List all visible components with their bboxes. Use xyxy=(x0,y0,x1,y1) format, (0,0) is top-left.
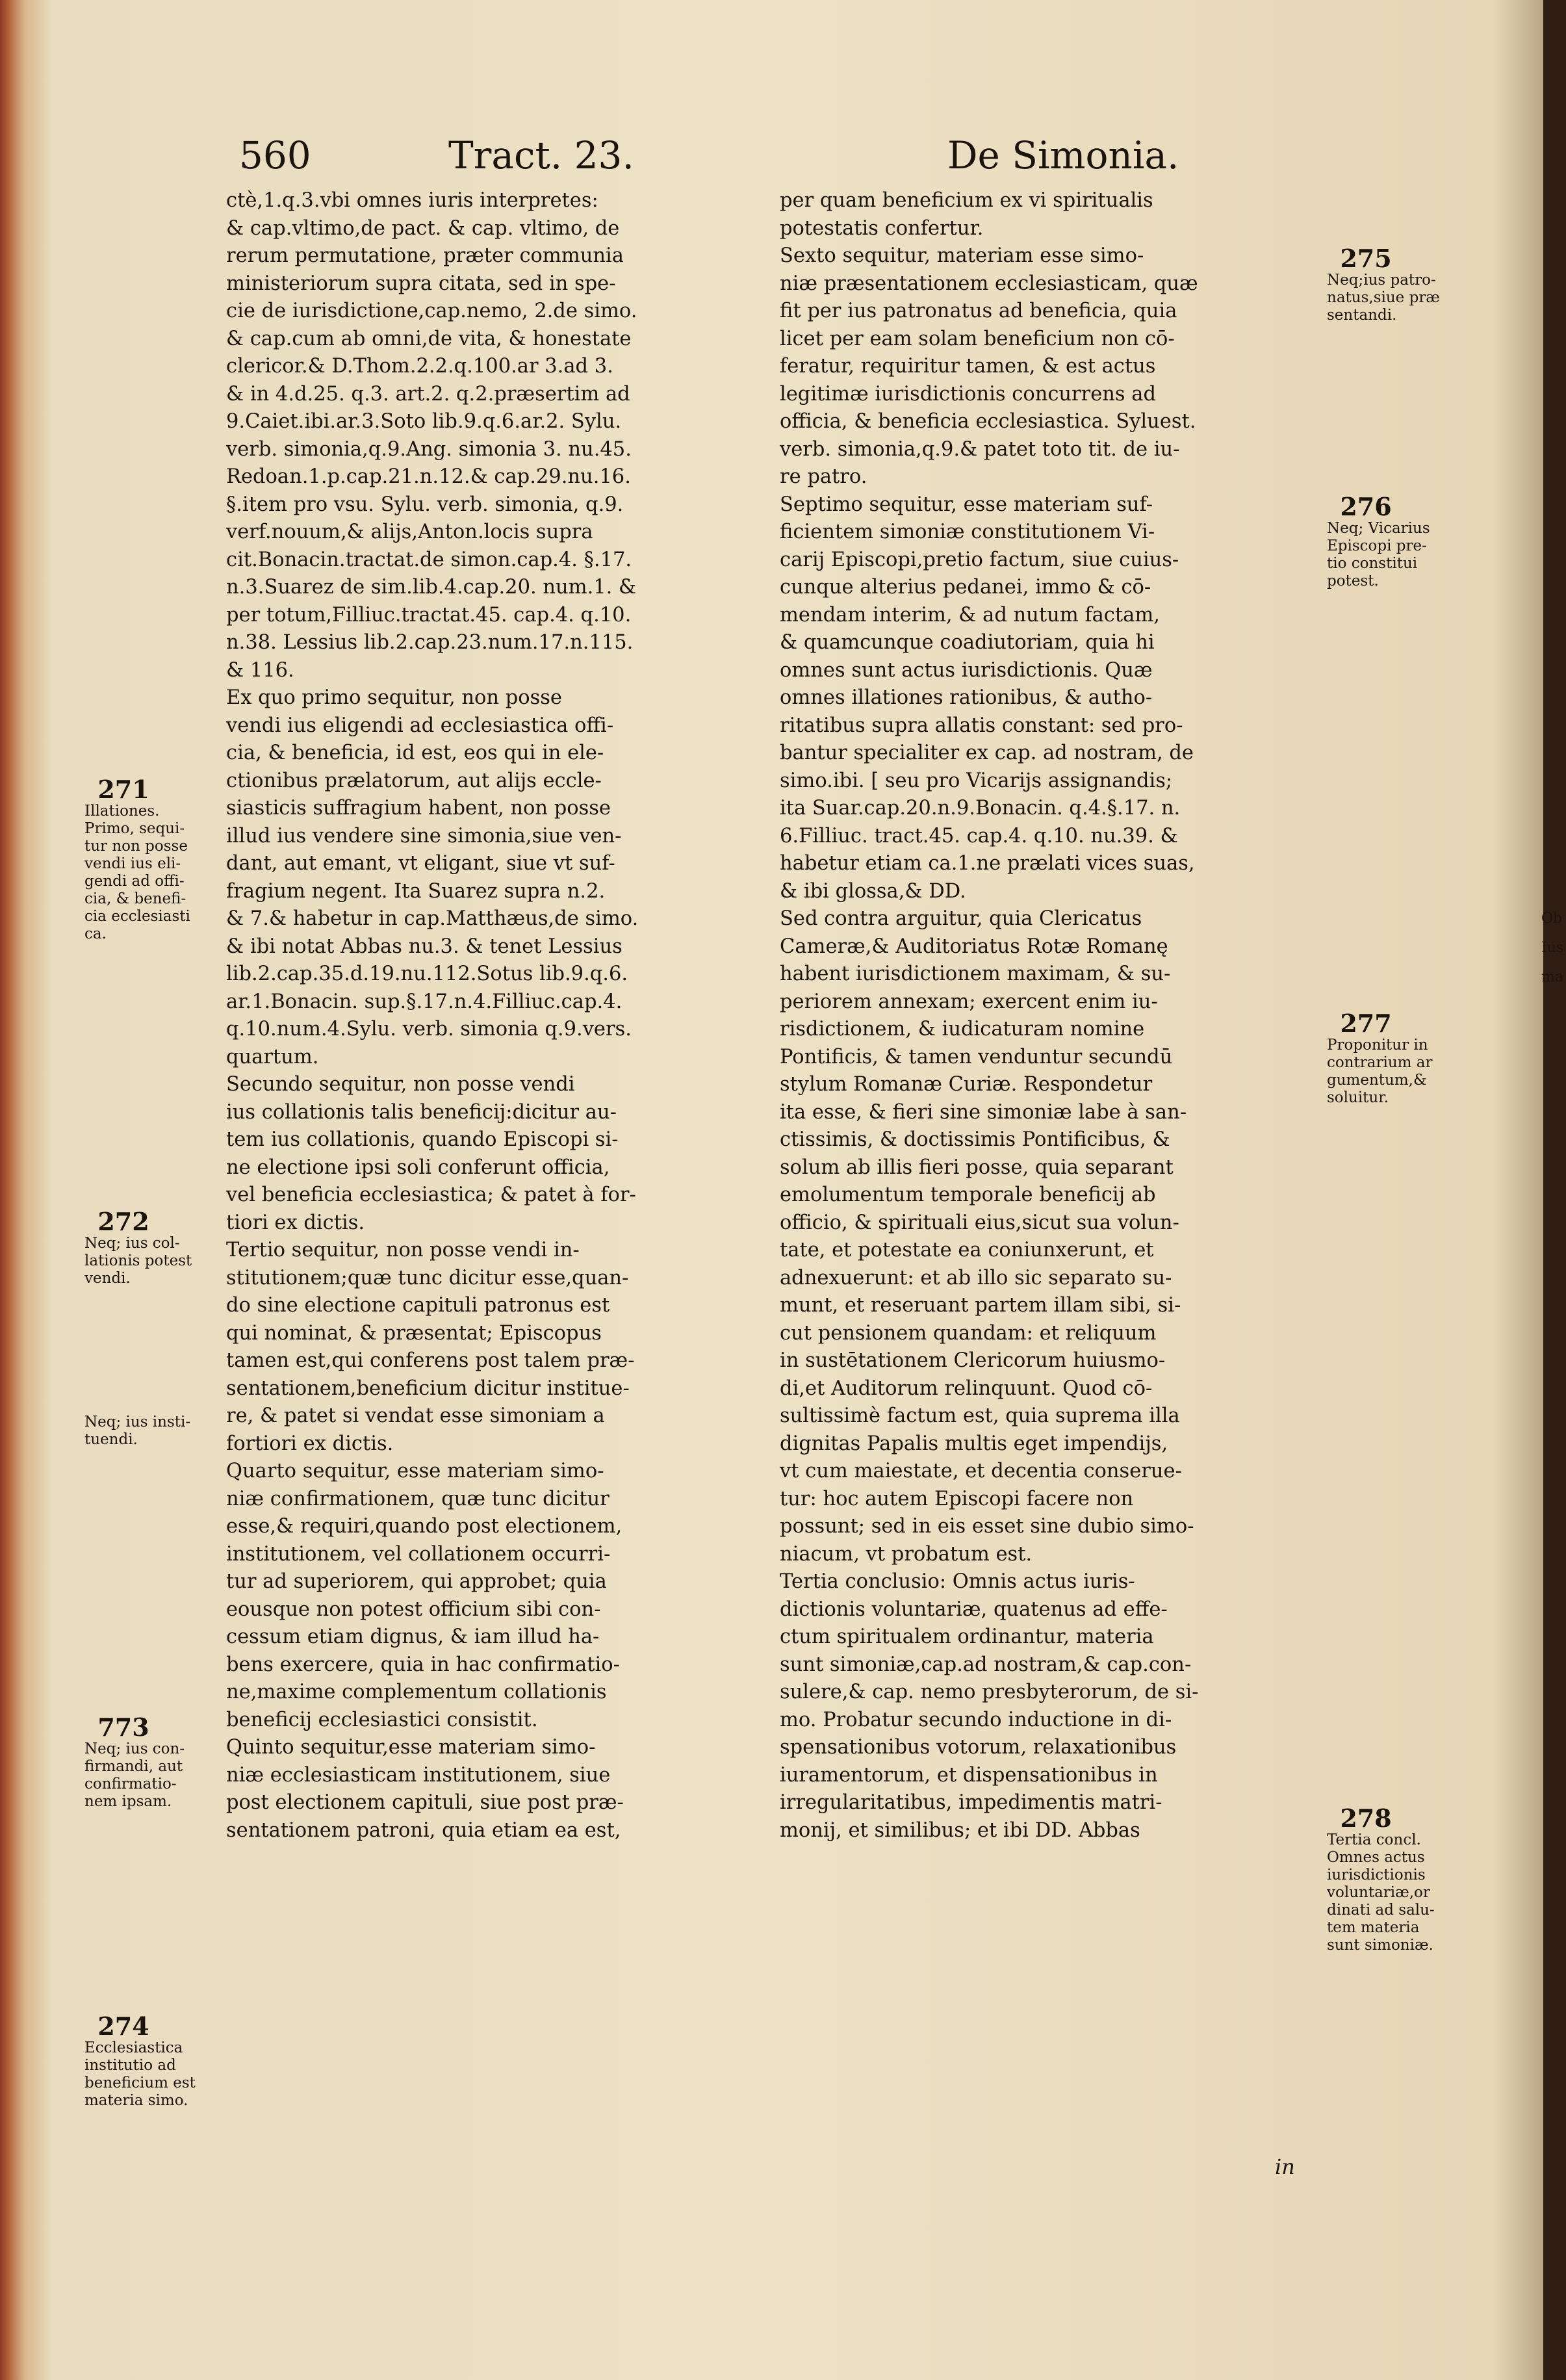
text-line: ctè,1.q.3.vbi omnes iuris interpretes: xyxy=(226,189,598,212)
margin-note xyxy=(1327,246,1444,324)
text-line: verf.nouum,& alijs,Anton.locis supra xyxy=(226,521,593,543)
text-line: vendi ius eligendi ad ecclesiastica offi- xyxy=(226,714,614,737)
tract-heading: Tract. 23. xyxy=(448,133,634,177)
edge-fragment: Ius xyxy=(1541,940,1564,956)
text-line: qui nominat, & præsentat; Episcopus xyxy=(226,1321,602,1345)
text-line: Quinto sequitur,esse materiam simo- xyxy=(226,1736,596,1759)
text-line: sentationem patroni, quia etiam ea est, xyxy=(226,1818,621,1842)
text-line: dant, aut emant, vt eligant, siue vt suf- xyxy=(226,852,615,875)
note-line: vendi ius eli- xyxy=(84,855,181,872)
text-line: n.38. Lessius lib.2.cap.23.num.17.n.115. xyxy=(226,631,634,654)
text-line: vt cum maiestate, et decentia conserue- xyxy=(780,1460,1182,1482)
text-line: & 116. xyxy=(226,658,294,682)
note-line: sunt simoniæ. xyxy=(1327,1937,1433,1954)
note-line: lationis potest xyxy=(84,1252,192,1269)
edge-fragment: Ob xyxy=(1541,911,1563,927)
text-line: niacum, vt probatum est. xyxy=(780,1542,1033,1566)
margin-note xyxy=(84,1414,201,1449)
note-line: gendi ad offi- xyxy=(84,873,185,890)
margin-note xyxy=(1327,1011,1444,1107)
text-line: ar.1.Bonacin. sup.§.17.n.4.Filliuc.cap.4. xyxy=(226,990,623,1013)
text-line: Quarto sequitur, esse materiam simo- xyxy=(226,1460,604,1482)
text-line: post electionem capituli, siue post præ- xyxy=(226,1791,624,1814)
text-line: sentationem,beneficium dicitur institue- xyxy=(226,1377,630,1400)
text-line: vel beneficia ecclesiastica; & patet à for- xyxy=(226,1184,636,1206)
text-line: tur: hoc autem Episcopi facere non xyxy=(780,1487,1134,1510)
text-line: irregularitatibus, impedimentis matri- xyxy=(780,1791,1162,1814)
text-line: clericor.& D.Thom.2.2.q.100.ar 3.ad 3. xyxy=(226,355,613,378)
text-line: solum ab illis fieri posse, quia separant xyxy=(780,1156,1174,1179)
note-line: tuendi. xyxy=(84,1431,138,1448)
text-line: iuramentorum, et dispensationibus in xyxy=(780,1763,1158,1787)
page-number: 560 xyxy=(239,133,311,177)
note-line: potest. xyxy=(1327,573,1379,589)
text-line: tate, et potestate ea coniunxerunt, et xyxy=(780,1239,1154,1261)
text-line: per totum,Filliuc.tractat.45. cap.4. q.10. xyxy=(226,603,632,627)
text-line: di,et Auditorum relinquunt. Quod cō- xyxy=(780,1377,1153,1400)
text-line: ctum spiritualem ordinantur, materia xyxy=(780,1625,1154,1648)
text-line: fortiori ex dictis. xyxy=(226,1432,394,1455)
left-text-column xyxy=(226,187,775,1844)
text-line: illud ius vendere sine simonia,siue ven- xyxy=(226,824,622,847)
note-line: Omnes actus xyxy=(1327,1849,1425,1866)
text-line: carij Episcopi,pretio factum, siue cuius- xyxy=(780,548,1179,571)
text-line: lib.2.cap.35.d.19.nu.112.Sotus lib.9.q.6. xyxy=(226,963,628,985)
text-line: bantur specialiter ex cap. ad nostram, de xyxy=(780,742,1194,764)
text-line: simo.ibi. [ seu pro Vicarijs assignandis; xyxy=(780,769,1173,792)
note-line: Neq; ius con- xyxy=(84,1740,185,1757)
text-line: re patro. xyxy=(780,465,867,488)
text-line: ministeriorum supra citata, sed in spe- xyxy=(226,272,616,295)
text-line: & in 4.d.25. q.3. art.2. q.2.præsertim ad xyxy=(226,382,630,406)
text-line: cessum etiam dignus, & iam illud ha- xyxy=(226,1625,600,1648)
text-line: tur ad superiorem, qui approbet; quia xyxy=(226,1570,607,1593)
text-line: stitutionem;quæ tunc dicitur esse,quan- xyxy=(226,1266,629,1289)
margin-note xyxy=(1327,1805,1444,1954)
note-line: vendi. xyxy=(84,1270,131,1287)
margin-note xyxy=(84,2013,201,2110)
text-line: Sed contra arguitur, quia Clericatus xyxy=(780,907,1142,930)
note-line: tur non posse xyxy=(84,838,188,855)
text-line: licet per eam solam beneficium non cō- xyxy=(780,327,1175,350)
note-line: voluntariæ,or xyxy=(1327,1884,1430,1901)
text-line: Tertio sequitur, non posse vendi in- xyxy=(226,1239,580,1261)
text-line: possunt; sed in eis esset sine dubio simo- xyxy=(780,1515,1194,1538)
note-line: Neq; ius col- xyxy=(84,1235,180,1252)
note-line: cia ecclesiasti xyxy=(84,908,190,925)
text-line: institutionem, vel collationem occurri- xyxy=(226,1542,611,1566)
text-line: cunque alterius pedanei, immo & cō- xyxy=(780,576,1151,599)
right-text-column xyxy=(780,187,1326,1844)
text-line: bens exercere, quia in hac confirmatio- xyxy=(226,1653,620,1676)
text-line: ne,maxime complementum collationis xyxy=(226,1681,607,1703)
note-number: 277 xyxy=(1340,1009,1392,1038)
text-line: Redoan.1.p.cap.21.n.12.& cap.29.nu.16. xyxy=(226,465,631,488)
margin-note xyxy=(84,1209,201,1287)
text-line: sultissimè factum est, quia suprema illa xyxy=(780,1404,1180,1427)
note-line: Illationes. xyxy=(84,803,160,820)
note-number: 278 xyxy=(1340,1804,1392,1833)
note-line: Tertia concl. xyxy=(1327,1831,1421,1848)
note-line: beneficium est xyxy=(84,2075,196,2091)
text-line: Septimo sequitur, esse materiam suf- xyxy=(780,493,1153,516)
text-line: ita Suar.cap.20.n.9.Bonacin. q.4.§.17. n. xyxy=(780,797,1181,820)
text-line: periorem annexam; exercent enim iu- xyxy=(780,990,1158,1013)
note-line: iurisdictionis xyxy=(1327,1867,1426,1883)
note-line: sentandi. xyxy=(1327,307,1397,324)
note-line: firmandi, aut xyxy=(84,1758,183,1775)
text-line: omnes illationes rationibus, & autho- xyxy=(780,686,1153,709)
note-line: Ecclesiastica xyxy=(84,2039,183,2056)
text-line: & ibi notat Abbas nu.3. & tenet Lessius xyxy=(226,935,623,958)
text-line: ius collationis talis beneficij:dicitur au- xyxy=(226,1100,617,1124)
text-line: Pontificis, & tamen venduntur secundū xyxy=(780,1045,1173,1068)
note-number: 275 xyxy=(1340,244,1392,273)
text-line: tiori ex dictis. xyxy=(226,1211,365,1234)
note-line: Neq; ius insti- xyxy=(84,1414,191,1430)
text-line: cie de iurisdictione,cap.nemo, 2.de simo. xyxy=(226,300,637,322)
note-line: contrarium ar xyxy=(1327,1054,1433,1071)
text-line: tem ius collationis, quando Episcopi si- xyxy=(226,1128,619,1151)
text-line: & quamcunque coadiutoriam, quia hi xyxy=(780,631,1155,654)
text-line: spensationibus votorum, relaxationibus xyxy=(780,1736,1177,1759)
text-line: officia, & beneficia ecclesiastica. Syluest. xyxy=(780,410,1196,433)
text-line: ctionibus prælatorum, aut alijs eccle- xyxy=(226,769,602,792)
text-line: re, & patet si vendat esse simoniam a xyxy=(226,1404,605,1427)
text-line: habetur etiam ca.1.ne prælati vices suas, xyxy=(780,852,1195,875)
text-line: siasticis suffragium habent, non posse xyxy=(226,797,611,820)
text-line: & ibi glossa,& DD. xyxy=(780,879,966,903)
text-line: fit per ius patronatus ad beneficia, quia xyxy=(780,300,1177,322)
text-line: ficientem simoniæ constitutionem Vi- xyxy=(780,521,1155,543)
note-line: ca. xyxy=(84,925,107,942)
text-line: mo. Probatur secundo inductione in di- xyxy=(780,1708,1172,1731)
text-line: monij, et similibus; et ibi DD. Abbas xyxy=(780,1818,1140,1842)
note-line: Primo, sequi- xyxy=(84,820,185,837)
text-line: cia, & beneficia, id est, eos qui in ele- xyxy=(226,742,604,764)
text-line: tamen est,qui conferens post talem præ- xyxy=(226,1349,635,1372)
text-line: & cap.cum ab omni,de vita, & honestate xyxy=(226,327,632,350)
catchword: in xyxy=(1275,2154,1295,2179)
text-line: ctissimis, & doctissimis Pontificibus, & xyxy=(780,1128,1170,1151)
text-line: dictionis voluntariæ, quatenus ad effe- xyxy=(780,1597,1168,1621)
margin-note xyxy=(1327,494,1444,590)
note-line: gumentum,& xyxy=(1327,1072,1427,1089)
text-line: munt, et reseruant partem illam sibi, si- xyxy=(780,1294,1181,1317)
text-line: per quam beneficium ex vi spiritualis xyxy=(780,189,1153,212)
text-line: stylum Romanæ Curiæ. Respondetur xyxy=(780,1073,1153,1096)
text-line: esse,& requiri,quando post electionem, xyxy=(226,1515,623,1538)
text-line: habent iurisdictionem maximam, & su- xyxy=(780,963,1171,985)
text-line: potestatis confertur. xyxy=(780,216,984,240)
text-line: verb. simonia,q.9.Ang. simonia 3. nu.45. xyxy=(226,437,632,461)
note-number: 274 xyxy=(97,2011,149,2041)
margin-note xyxy=(84,1714,201,1811)
text-line: cut pensionem quandam: et reliquum xyxy=(780,1321,1157,1345)
note-number: 276 xyxy=(1340,492,1392,521)
text-line: adnexuerunt: et ab illo sic separato su- xyxy=(780,1266,1172,1289)
text-line: niæ confirmationem, quæ tunc dicitur xyxy=(226,1487,610,1510)
note-line: tem materia xyxy=(1327,1919,1420,1936)
text-line: feratur, requiritur tamen, & est actus xyxy=(780,355,1156,378)
text-line: dignitas Papalis multis eget impendijs, xyxy=(780,1432,1168,1455)
text-line: & 7.& habetur in cap.Matthæus,de simo. xyxy=(226,907,639,930)
text-line: Ex quo primo sequitur, non posse xyxy=(226,686,562,709)
running-title: De Simonia. xyxy=(947,133,1179,177)
text-line: Cameræ,& Auditoriatus Rotæ Romanę xyxy=(780,935,1168,958)
text-line: & cap.vltimo,de pact. & cap. vltimo, de xyxy=(226,216,620,240)
text-line: legitimæ iurisdictionis concurrens ad xyxy=(780,382,1156,406)
text-line: eousque non potest officium sibi con- xyxy=(226,1597,601,1621)
note-line: Neq; Vicarius xyxy=(1327,520,1430,537)
note-number: 271 xyxy=(97,775,149,804)
text-line: do sine electione capituli patronus est xyxy=(226,1294,610,1317)
text-line: emolumentum temporale beneficij ab xyxy=(780,1184,1156,1206)
text-line: Sexto sequitur, materiam esse simo- xyxy=(780,244,1144,267)
text-line: niæ præsentationem ecclesiasticam, quæ xyxy=(780,272,1198,295)
text-line: sunt simoniæ,cap.ad nostram,& cap.con- xyxy=(780,1653,1192,1676)
text-line: §.item pro vsu. Sylu. verb. simonia, q.9. xyxy=(226,493,624,516)
note-line: Proponitur in xyxy=(1327,1037,1428,1054)
text-line: in sustētationem Clericorum huiusmo- xyxy=(780,1349,1166,1372)
text-line: officio, & spirituali eius,sicut sua volun- xyxy=(780,1211,1179,1234)
text-line: q.10.num.4.Sylu. verb. simonia q.9.vers. xyxy=(226,1018,632,1041)
text-line: rerum permutatione, præter communia xyxy=(226,244,624,267)
text-line: beneficij ecclesiastici consistit. xyxy=(226,1708,538,1731)
text-line: 9.Caiet.ibi.ar.3.Soto lib.9.q.6.ar.2. Sylu. xyxy=(226,410,622,433)
text-line: fragium negent. Ita Suarez supra n.2. xyxy=(226,879,606,903)
text-line: ita esse, & fieri sine simoniæ labe à san- xyxy=(780,1100,1187,1124)
text-line: sulere,& cap. nemo presbyterorum, de si- xyxy=(780,1681,1199,1703)
text-line: mendam interim, & ad nutum factam, xyxy=(780,603,1160,627)
adjacent-page-edge xyxy=(1543,0,1566,2380)
text-line: quartum. xyxy=(226,1045,319,1068)
note-line: cia, & benefi- xyxy=(84,890,186,907)
note-line: Episcopi pre- xyxy=(1327,537,1427,554)
note-line: dinati ad salu- xyxy=(1327,1902,1435,1919)
text-line: omnes sunt actus iurisdictionis. Quæ xyxy=(780,658,1153,682)
note-line: soluitur. xyxy=(1327,1089,1389,1106)
note-line: materia simo. xyxy=(84,2092,188,2109)
note-line: institutio ad xyxy=(84,2057,176,2074)
text-line: Tertia conclusio: Omnis actus iuris- xyxy=(780,1570,1135,1593)
text-line: niæ ecclesiasticam institutionem, siue xyxy=(226,1763,611,1787)
note-line: confirmatio- xyxy=(84,1776,177,1792)
note-number: 773 xyxy=(97,1713,149,1742)
text-line: 6.Filliuc. tract.45. cap.4. q.10. nu.39. & xyxy=(780,824,1178,847)
text-line: cit.Bonacin.tractat.de simon.cap.4. §.17. xyxy=(226,548,632,571)
edge-fragment: ma xyxy=(1541,969,1563,985)
text-line: ritatibus supra allatis constant: sed pro- xyxy=(780,714,1183,737)
note-line: tio constitui xyxy=(1327,555,1418,572)
text-line: risdictionem, & iudicaturam nomine xyxy=(780,1018,1145,1041)
note-line: nem ipsam. xyxy=(84,1793,172,1810)
note-number: 272 xyxy=(97,1207,149,1236)
text-line: n.3.Suarez de sim.lib.4.cap.20. num.1. & xyxy=(226,576,637,599)
text-line: Secundo sequitur, non posse vendi xyxy=(226,1073,575,1096)
text-line: verb. simonia,q.9.& patet toto tit. de iu- xyxy=(780,437,1180,461)
text-line: ne electione ipsi soli conferunt officia, xyxy=(226,1156,610,1179)
note-line: natus,siue præ xyxy=(1327,289,1440,306)
note-line: Neq;ius patro- xyxy=(1327,272,1436,289)
margin-note xyxy=(84,777,201,943)
